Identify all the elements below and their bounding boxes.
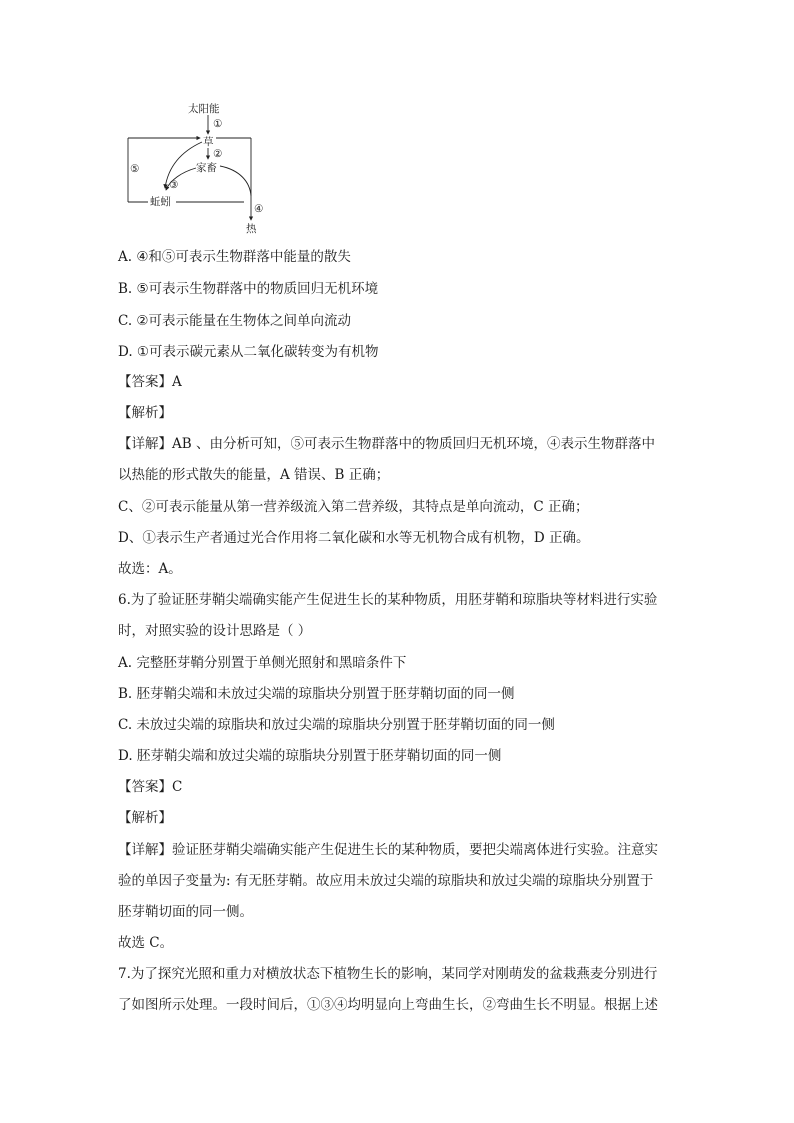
node-sun: 太阳能 bbox=[188, 103, 220, 115]
q6-stem-line-1: 6.为了验证胚芽鞘尖端确实能产生促进生长的某种物质，用胚芽鞘和琼脂块等材料进行实验 bbox=[118, 592, 658, 608]
q6-option-d: D. 胚芽鞘尖端和放过尖端的琼脂块分别置于胚芽鞘切面的同一侧 bbox=[118, 748, 502, 764]
q6-choose: 故选 C。 bbox=[118, 935, 174, 951]
q6-detail-line-3: 胚芽鞘切面的同一侧。 bbox=[118, 904, 253, 920]
q5-analysis-title: 【解析】 bbox=[118, 405, 172, 421]
q5-option-d: D. ①可表示碳元素从二氧化碳转变为有机物 bbox=[118, 344, 379, 360]
node-earthworm: 蚯蚓 bbox=[150, 196, 171, 208]
q5-detail-line-2: 以热能的形式散失的能量，A 错误、B 正确； bbox=[118, 467, 390, 483]
q5-option-b: B. ⑤可表示生物群落中的物质回归无机环境 bbox=[118, 281, 379, 297]
node-heat: 热 bbox=[246, 223, 257, 235]
q5-answer: 【答案】A bbox=[118, 374, 182, 390]
label-3: ③ bbox=[169, 179, 179, 191]
label-1: ① bbox=[213, 118, 223, 130]
q6-detail-line-2: 验的单因子变量为: 有无胚芽鞘。故应用未放过尖端的琼脂块和放过尖端的琼脂块分别置于 bbox=[118, 873, 654, 889]
q5-option-c: C. ②可表示能量在生物体之间单向流动 bbox=[118, 313, 352, 329]
q6-option-a: A. 完整胚芽鞘分别置于单侧光照射和黑暗条件下 bbox=[118, 655, 407, 671]
label-2: ② bbox=[213, 148, 223, 160]
q6-detail-line-1: 【详解】验证胚芽鞘尖端确实能产生促进生长的某种物质，要把尖端离体进行实验。注意实 bbox=[118, 842, 658, 858]
q6-option-b: B. 胚芽鞘尖端和未放过尖端的琼脂块分别置于胚芽鞘切面的同一侧 bbox=[118, 686, 515, 702]
q7-stem-line-1: 7.为了探究光照和重力对横放状态下植物生长的影响，某同学对刚萌发的盆栽燕麦分别进行 bbox=[118, 966, 658, 982]
q5-detail-line-1: 【详解】AB 、由分析可知，⑤可表示生物群落中的物质回归无机环境，④表示生物群落中 bbox=[118, 436, 655, 452]
q6-answer: 【答案】C bbox=[118, 779, 183, 795]
label-4: ④ bbox=[254, 203, 264, 215]
q5-detail-line-3: C、②可表示能量从第一营养级流入第二营养级，其特点是单向流动，C 正确； bbox=[118, 499, 589, 515]
q5-option-a: A. ④和⑤可表示生物群落中能量的散失 bbox=[118, 249, 351, 265]
label-5: ⑤ bbox=[130, 163, 140, 175]
node-livestock: 家畜 bbox=[196, 162, 217, 174]
q5-detail-line-4: D、①表示生产者通过光合作用将二氧化碳和水等无机物合成有机物，D 正确。 bbox=[118, 530, 590, 546]
q6-stem-line-2: 时，对照实验的设计思路是（ ） bbox=[118, 623, 312, 639]
node-grass: 草 bbox=[203, 136, 214, 148]
q6-option-c: C. 未放过尖端的琼脂块和放过尖端的琼脂块分别置于胚芽鞘切面的同一侧 bbox=[118, 717, 555, 733]
q7-stem-line-2: 了如图所示处理。一段时间后，①③④均明显向上弯曲生长，②弯曲生长不明显。根据上述 bbox=[118, 997, 658, 1013]
q5-choose: 故选：A。 bbox=[118, 561, 182, 577]
q6-analysis-title: 【解析】 bbox=[118, 810, 172, 826]
energy-flow-diagram bbox=[120, 96, 280, 236]
